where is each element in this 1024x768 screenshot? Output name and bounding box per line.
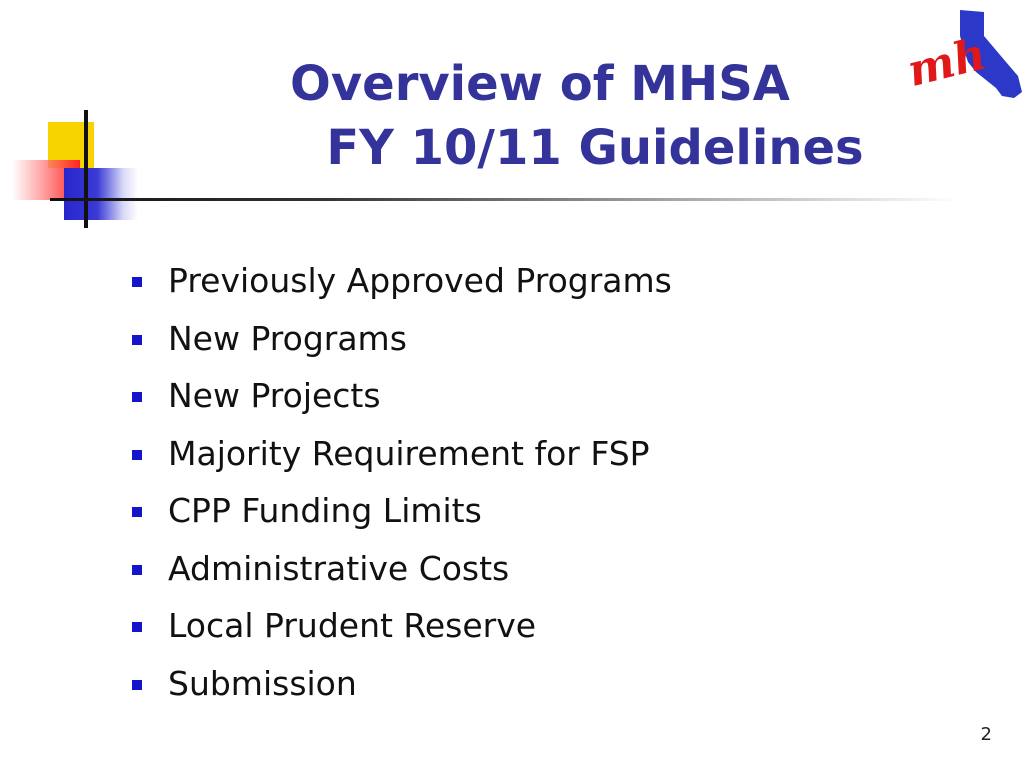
title-line-1: Overview of MHSA xyxy=(290,56,790,112)
bullet-list xyxy=(128,252,672,712)
square-bullet-icon xyxy=(132,507,142,517)
bullet-item xyxy=(128,310,672,368)
square-bullet-icon xyxy=(132,565,142,575)
bullet-text: Majority Requirement for FSP xyxy=(168,433,650,473)
square-bullet-icon xyxy=(132,680,142,690)
bullet-text: Previously Approved Programs xyxy=(168,261,672,300)
bullet-text: New Projects xyxy=(168,376,381,415)
title-line-2: FY 10/11 Guidelines xyxy=(326,120,864,176)
square-bullet-icon xyxy=(132,277,142,287)
logo-svg xyxy=(906,6,1024,102)
page-number: 2 xyxy=(980,724,992,745)
bullet-item xyxy=(128,367,672,425)
bullet-item xyxy=(128,482,672,540)
square-bullet-icon xyxy=(132,622,142,632)
bullet-text: Submission xyxy=(168,663,357,703)
slide-title xyxy=(250,52,950,180)
bullet-item xyxy=(128,597,672,655)
corner-squares-icon xyxy=(0,100,160,240)
logo-mh-text: mh xyxy=(906,28,992,98)
blue-square xyxy=(64,168,138,220)
bullet-text: Administrative Costs xyxy=(168,548,510,588)
bullet-item xyxy=(128,540,672,598)
bullet-item xyxy=(128,252,672,310)
square-bullet-icon xyxy=(132,335,142,345)
bullet-text: New Programs xyxy=(168,318,407,358)
bullet-item xyxy=(128,655,672,713)
bullet-item xyxy=(128,425,672,483)
california-mh-logo-icon xyxy=(906,6,1024,102)
title-underline-rule xyxy=(50,198,960,201)
square-bullet-icon xyxy=(132,450,142,460)
square-bullet-icon xyxy=(132,392,142,402)
vertical-rule xyxy=(84,110,88,228)
bullet-text: CPP Funding Limits xyxy=(168,491,482,530)
bullet-text: Local Prudent Reserve xyxy=(168,606,537,645)
